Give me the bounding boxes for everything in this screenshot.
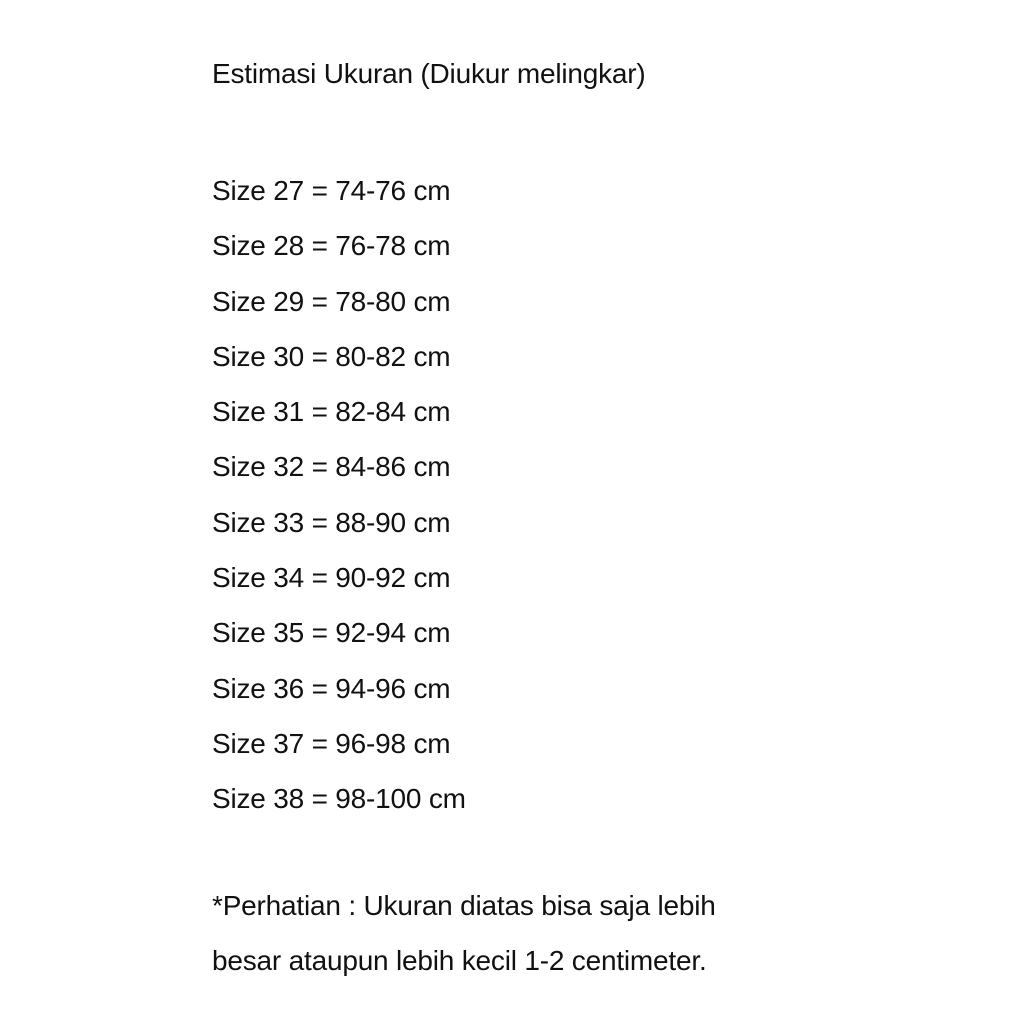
list-item: Size 30 = 80-82 cm [212,340,451,372]
list-item: Size 29 = 78-80 cm [212,285,451,317]
list-item: Size 32 = 84-86 cm [212,451,451,483]
note-line-1: *Perhatian : Ukuran diatas bisa saja lebih [212,890,716,921]
page-title: Estimasi Ukuran (Diukur melingkar) [212,58,646,89]
size-list [212,163,466,827]
list-item: Size 27 = 74-76 cm [212,175,451,206]
list-item: Size 36 = 94-96 cm [212,672,451,704]
list-item: Size 33 = 88-90 cm [212,506,451,538]
list-item: Size 38 = 98-100 cm [212,783,466,815]
list-item: Size 37 = 96-98 cm [212,727,451,759]
note-line-2: besar ataupun lebih kecil 1-2 centimeter. [212,945,707,976]
list-item: Size 28 = 76-78 cm [212,230,451,262]
list-item: Size 31 = 82-84 cm [212,396,451,428]
list-item: Size 34 = 90-92 cm [212,562,451,594]
list-item: Size 35 = 92-94 cm [212,617,451,649]
size-guide [212,0,992,1024]
note [212,878,716,988]
